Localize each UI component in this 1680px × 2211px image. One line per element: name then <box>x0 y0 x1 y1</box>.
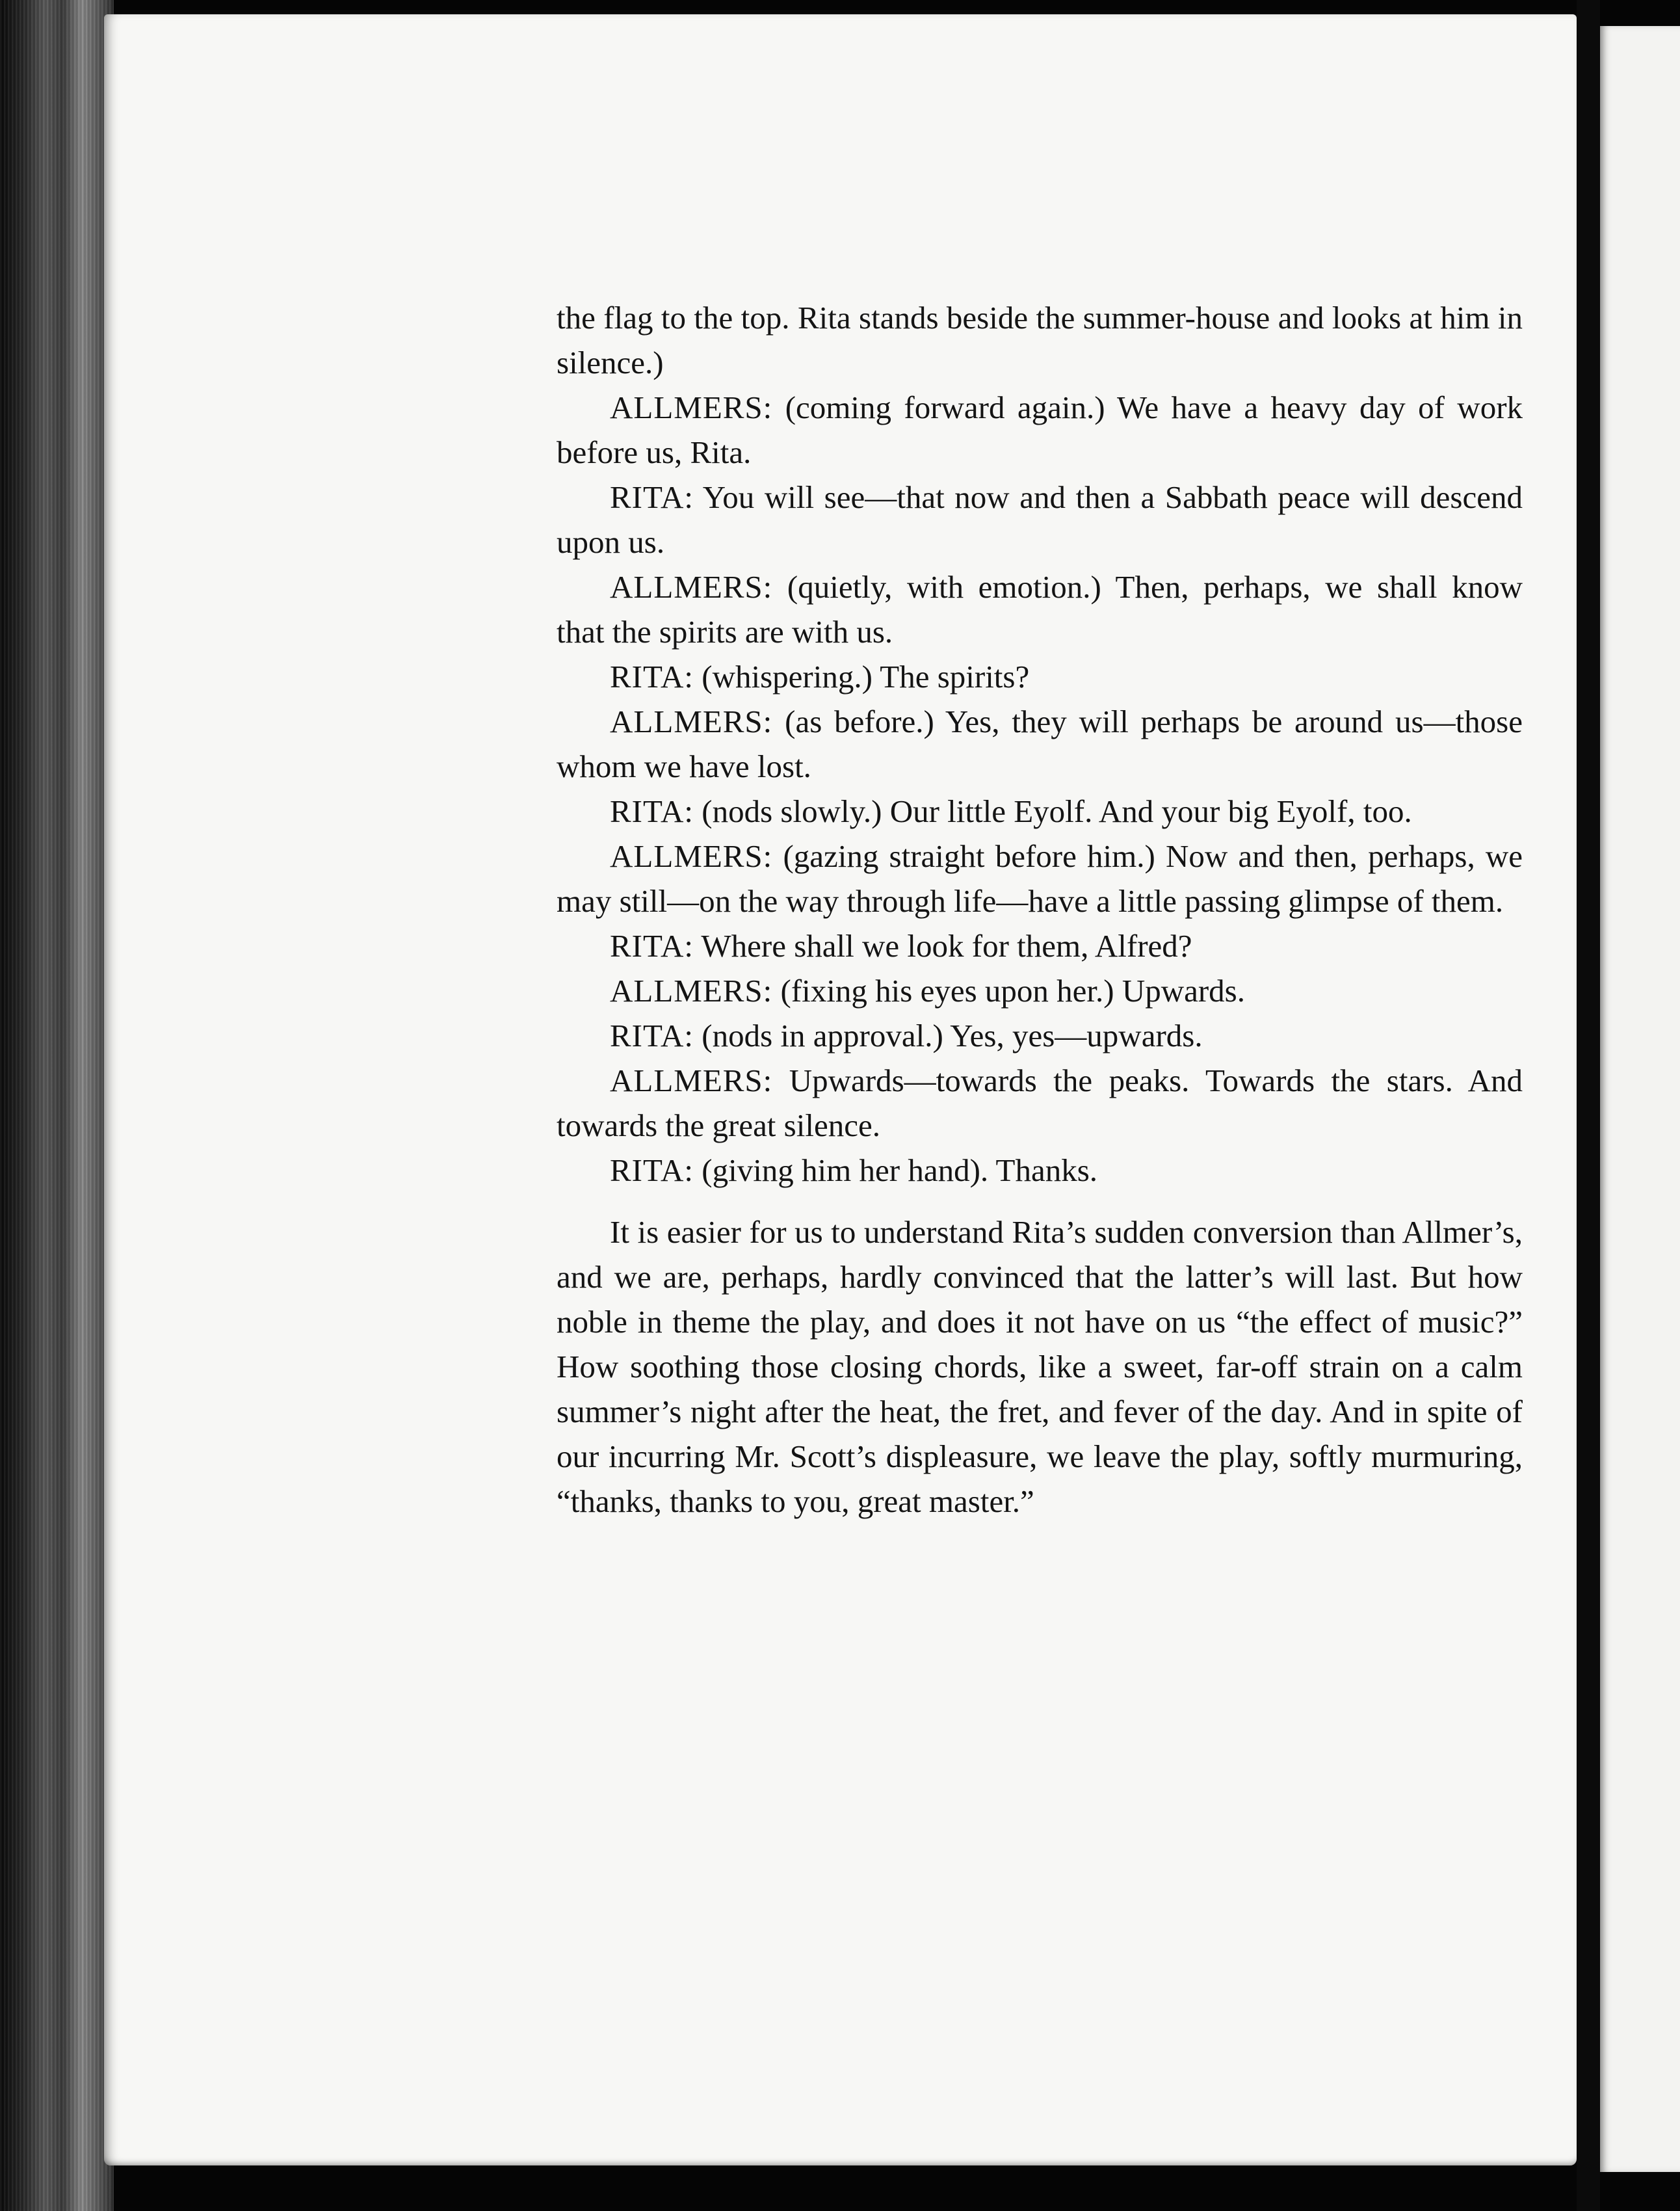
dialogue-line <box>557 699 1523 789</box>
speaker-name: ALLMERS: <box>610 390 773 425</box>
dialogue-line <box>557 1148 1523 1193</box>
dialogue-text: (as before.) Yes, they will perhaps be around us—those whom we have lost. <box>557 704 1523 784</box>
speaker-name: ALLMERS: <box>610 1063 773 1098</box>
speaker-name: RITA: <box>610 1152 694 1188</box>
speaker-name: ALLMERS: <box>610 569 773 605</box>
dialogue-text: (giving him her hand). Thanks. <box>702 1152 1098 1188</box>
dialogue-text: (quietly, with emotion.) Then, perhaps, we shall know that the spirits are with us. <box>557 569 1523 650</box>
dialogue-text: (whispering.) The spirits? <box>702 659 1030 695</box>
stage-direction-continuation: the flag to the top. Rita stands beside the summer-house and looks at him in silence.) <box>557 300 1523 380</box>
dialogue-line <box>557 654 1523 699</box>
speaker-name: ALLMERS: <box>610 838 773 874</box>
facing-page-edge <box>1600 26 1680 2172</box>
dialogue-line <box>557 385 1523 475</box>
speaker-name: RITA: <box>610 659 694 695</box>
dialogue-line <box>557 968 1523 1013</box>
dialogue-line <box>557 1013 1523 1058</box>
dialogue-text: (nods in approval.) Yes, yes—upwards. <box>702 1018 1203 1053</box>
book-page <box>104 14 1577 2165</box>
dialogue-text: You will see—that now and then a Sabbath peace will descend upon us. <box>557 479 1523 560</box>
speaker-name: ALLMERS: <box>610 973 773 1009</box>
book-spine-edge <box>0 0 114 2211</box>
speaker-name: RITA: <box>610 928 694 964</box>
speaker-name: ALLMERS: <box>610 704 773 739</box>
dialogue-text: (gazing straight before him.) Now and then, perhaps, we may still—on the way through life—have a little passing glimpse of them. <box>557 838 1523 919</box>
dialogue-line <box>557 1058 1523 1148</box>
dialogue-text: Upwards—towards the peaks. Towards the stars. And towards the great silence. <box>557 1063 1523 1143</box>
speaker-name: RITA: <box>610 479 694 515</box>
speaker-name: RITA: <box>610 793 694 829</box>
dialogue-line <box>557 834 1523 923</box>
page-gutter <box>1577 0 1600 2211</box>
speaker-name: RITA: <box>610 1018 694 1053</box>
dialogue-text: Where shall we look for them, Alfred? <box>701 928 1192 964</box>
dialogue-line <box>557 923 1523 968</box>
page-text <box>557 295 1523 1524</box>
dialogue-line <box>557 789 1523 834</box>
dialogue-line <box>557 475 1523 564</box>
dialogue-line <box>557 564 1523 654</box>
essay-paragraph: It is easier for us to understand Rita’s sudden conversion than Allmer’s, and we are, perhaps, hardly convinced that the latter’s will last. But how noble in theme the play, and does it not have on us “the effect of music?” How soothing those closing chords, like a sweet, far-off strain on a calm summer’s night after the heat, the fret, and fever of the day. And in spite of our incurring Mr. Scott’s displeasure, we leave the play, softly murmuring, “thanks, thanks to you, great master.” <box>557 1214 1523 1519</box>
dialogue-text: (coming forward again.) We have a heavy day of work before us, Rita. <box>557 390 1523 470</box>
dialogue-text: (fixing his eyes upon her.) Upwards. <box>780 973 1245 1009</box>
dialogue-text: (nods slowly.) Our little Eyolf. And your big Eyolf, too. <box>702 793 1412 829</box>
